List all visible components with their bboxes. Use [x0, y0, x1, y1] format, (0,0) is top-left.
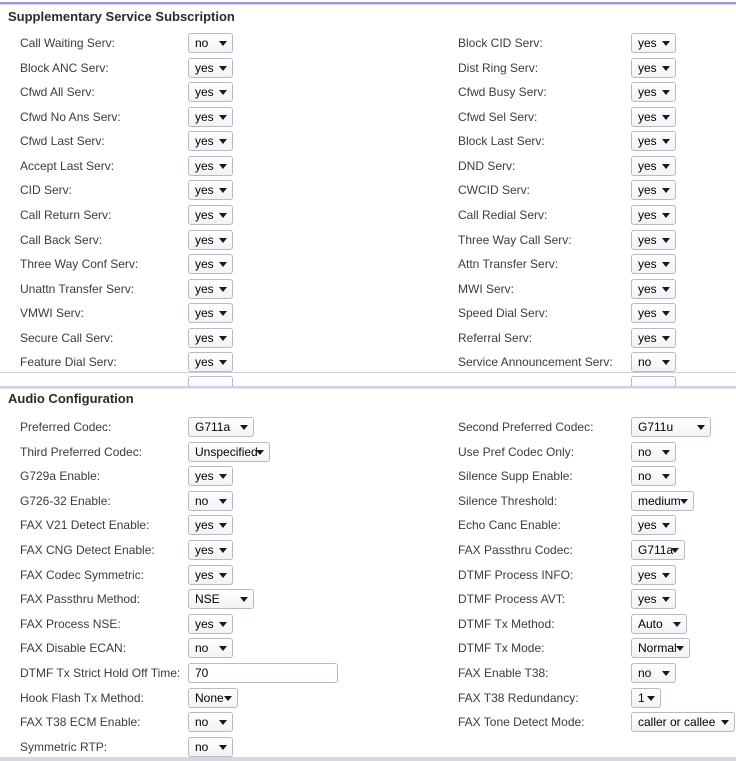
field-label: DTMF Process AVT: [458, 592, 566, 607]
field-row [0, 442, 736, 464]
dropdown-arrow-icon [219, 474, 227, 479]
dropdown-arrow-icon [662, 262, 670, 267]
field-row [0, 688, 736, 710]
unattn-transfer-serv-select[interactable] [188, 279, 233, 299]
select-value: yes [195, 543, 214, 557]
select-value: medium [638, 493, 681, 508]
select-value: no [195, 36, 209, 50]
field-label: Call Waiting Serv: [20, 36, 115, 50]
field-label: FAX Tone Detect Mode: [458, 715, 585, 730]
select-value: yes [638, 281, 657, 296]
dropdown-arrow-icon [219, 164, 227, 169]
g726-32-enable-select[interactable] [188, 491, 233, 511]
field-row [0, 107, 736, 129]
field-row [0, 663, 736, 685]
select-value: yes [195, 355, 214, 370]
select-value: yes [638, 257, 657, 272]
field-label: DTMF Tx Mode: [458, 641, 545, 656]
select-value: yes [638, 85, 657, 100]
field-label: Symmetric RTP: [20, 739, 108, 754]
select-value: no [195, 641, 209, 656]
fax-t38-redundancy-select[interactable] [631, 688, 661, 708]
dropdown-arrow-icon [219, 287, 227, 292]
field-row [0, 614, 736, 636]
field-row [0, 131, 736, 153]
cwcid-serv-select[interactable] [631, 180, 676, 200]
fax-enable-t38-select[interactable] [631, 663, 676, 683]
dropdown-arrow-icon [662, 523, 670, 528]
hook-flash-tx-method-select[interactable] [188, 688, 238, 708]
select-value: no [195, 739, 209, 754]
dropdown-arrow-icon [219, 745, 227, 750]
call-back-serv-select[interactable] [188, 230, 233, 250]
fax-disable-ecan-select[interactable] [188, 638, 233, 658]
field-label: Block ANC Serv: [20, 60, 109, 75]
field-row [0, 712, 736, 734]
dropdown-arrow-icon [219, 499, 227, 504]
field-row [0, 638, 736, 660]
select-value: yes [638, 36, 657, 50]
dropdown-arrow-icon [219, 523, 227, 528]
dropdown-arrow-icon [219, 573, 227, 578]
field-label: MWI Serv: [458, 281, 514, 296]
dtmf-tx-mode-select[interactable] [631, 638, 690, 658]
field-label: Unattn Transfer Serv: [20, 281, 135, 296]
field-label: Call Back Serv: [20, 232, 103, 247]
silence-supp-enable-select[interactable] [631, 466, 676, 486]
field-label: DTMF Tx Method: [458, 616, 555, 631]
cfwd-last-serv-select[interactable] [188, 131, 233, 151]
field-label: FAX T38 Redundancy: [458, 690, 579, 705]
dropdown-arrow-icon [662, 474, 670, 479]
select-value: G711a [638, 543, 674, 557]
truncated-select[interactable] [631, 376, 676, 386]
dropdown-arrow-icon [662, 573, 670, 578]
second-preferred-codec-select[interactable] [631, 417, 711, 437]
field-label: Feature Dial Serv: [20, 355, 117, 370]
select-value: yes [195, 567, 214, 582]
select-value: yes [638, 158, 657, 173]
field-row [0, 515, 736, 537]
g729a-enable-select[interactable] [188, 466, 233, 486]
fax-passthru-method-select[interactable] [188, 589, 254, 609]
select-value: yes [638, 567, 657, 582]
dropdown-arrow-icon [219, 115, 227, 120]
field-label: Speed Dial Serv: [458, 306, 549, 321]
dtmf-tx-strict-hold-off-time-input[interactable] [188, 663, 338, 683]
field-label: FAX V21 Detect Enable: [20, 518, 150, 533]
field-row [0, 205, 736, 227]
dropdown-arrow-icon [662, 238, 670, 243]
field-row [0, 230, 736, 252]
dropdown-arrow-icon [256, 450, 264, 455]
select-value: yes [195, 158, 214, 173]
dropdown-arrow-icon [219, 548, 227, 553]
truncated-select[interactable] [188, 376, 233, 386]
fax-v21-detect-enable-select[interactable] [188, 515, 233, 535]
field-label: Cfwd Sel Serv: [458, 109, 538, 124]
field-label: Three Way Conf Serv: [20, 257, 139, 272]
select-value: yes [195, 306, 214, 321]
block-last-serv-select[interactable] [631, 131, 676, 151]
field-label: DND Serv: [458, 158, 516, 173]
field-label: DTMF Process INFO: [458, 567, 574, 582]
cfwd-no-ans-serv-select[interactable] [188, 107, 233, 127]
vmwi-serv-select[interactable] [188, 303, 233, 323]
field-label: Dist Ring Serv: [458, 60, 539, 75]
dropdown-arrow-icon [680, 499, 688, 504]
dropdown-arrow-icon [662, 115, 670, 120]
dropdown-arrow-icon [219, 622, 227, 627]
dropdown-arrow-icon [662, 213, 670, 218]
field-label: Three Way Call Serv: [458, 232, 572, 247]
dropdown-arrow-icon [647, 696, 655, 701]
select-value: yes [638, 330, 657, 345]
field-label: Cfwd Busy Serv: [458, 85, 547, 100]
field-label: Block CID Serv: [458, 36, 543, 50]
field-label: Cfwd All Serv: [20, 85, 95, 100]
select-value: Auto [638, 616, 663, 631]
dropdown-arrow-icon [662, 164, 670, 169]
fax-process-nse-select[interactable] [188, 614, 233, 634]
dtmf-process-avt-select[interactable] [631, 589, 676, 609]
symmetric-rtp-select[interactable] [188, 737, 233, 757]
dropdown-arrow-icon [219, 41, 227, 46]
truncated-row [0, 376, 736, 386]
accept-last-serv-select[interactable] [188, 156, 233, 176]
select-value: yes [638, 183, 657, 198]
field-label: Accept Last Serv: [20, 158, 115, 173]
field-row [0, 180, 736, 202]
dropdown-arrow-icon [673, 622, 681, 627]
field-row [0, 82, 736, 104]
service-announcement-serv-select[interactable] [631, 352, 676, 372]
select-value: yes [638, 134, 657, 149]
three-way-call-serv-select[interactable] [631, 230, 676, 250]
dropdown-arrow-icon [662, 336, 670, 341]
call-waiting-serv-select[interactable] [188, 33, 233, 53]
cid-serv-select[interactable] [188, 180, 233, 200]
call-return-serv-select[interactable] [188, 205, 233, 225]
field-label: G729a Enable: [20, 469, 101, 484]
preferred-codec-select[interactable] [188, 417, 254, 437]
select-value: yes [195, 85, 214, 100]
select-value: Normal [638, 641, 677, 656]
select-value: yes [195, 207, 214, 222]
field-label: FAX CNG Detect Enable: [20, 543, 155, 557]
select-value: yes [195, 257, 214, 272]
dropdown-arrow-icon [219, 646, 227, 651]
dropdown-arrow-icon [219, 336, 227, 341]
dropdown-arrow-icon [662, 671, 670, 676]
speed-dial-serv-select[interactable] [631, 303, 676, 323]
select-value: yes [638, 232, 657, 247]
dtmf-tx-method-select[interactable] [631, 614, 687, 634]
dropdown-arrow-icon [662, 188, 670, 193]
echo-canc-enable-select[interactable] [631, 515, 676, 535]
dropdown-arrow-icon [662, 311, 670, 316]
select-value: yes [195, 616, 214, 631]
field-label: DTMF Tx Strict Hold Off Time: [20, 666, 181, 680]
field-row [0, 156, 736, 178]
field-label: Preferred Codec: [20, 420, 112, 434]
fax-passthru-codec-select[interactable] [631, 540, 685, 560]
three-way-conf-serv-select[interactable] [188, 254, 233, 274]
select-value: yes [638, 306, 657, 321]
field-label: CID Serv: [20, 183, 73, 198]
select-value: G711a [195, 420, 231, 434]
feature-dial-serv-select[interactable] [188, 352, 233, 372]
select-value: yes [195, 469, 214, 484]
select-value: yes [195, 281, 214, 296]
attn-transfer-serv-select[interactable] [631, 254, 676, 274]
dropdown-arrow-icon [671, 548, 679, 553]
field-label: Silence Threshold: [458, 493, 558, 508]
dropdown-arrow-icon [662, 139, 670, 144]
dropdown-arrow-icon [219, 262, 227, 267]
dropdown-arrow-icon [240, 425, 248, 430]
dropdown-arrow-icon [662, 66, 670, 71]
cfwd-sel-serv-select[interactable] [631, 107, 676, 127]
dropdown-arrow-icon [721, 720, 729, 725]
field-row [0, 589, 736, 611]
field-label: Service Announcement Serv: [458, 355, 613, 370]
top-divider-highlight [0, 4, 736, 5]
cfwd-all-serv-select[interactable] [188, 82, 233, 102]
secure-call-serv-select[interactable] [188, 328, 233, 348]
field-label: Echo Canc Enable: [458, 518, 561, 533]
dropdown-arrow-icon [662, 287, 670, 292]
select-value: yes [195, 109, 214, 124]
select-value: None [195, 690, 224, 705]
dnd-serv-select[interactable] [631, 156, 676, 176]
call-redial-serv-select[interactable] [631, 205, 676, 225]
field-label: FAX Passthru Codec: [458, 543, 573, 557]
field-row [0, 303, 736, 325]
field-label: Hook Flash Tx Method: [20, 690, 144, 705]
field-label: Block Last Serv: [458, 134, 545, 149]
field-label: FAX Codec Symmetric: [20, 567, 145, 582]
select-value: yes [195, 232, 214, 247]
select-value: yes [195, 60, 214, 75]
select-value: no [195, 715, 209, 730]
field-label: Secure Call Serv: [20, 330, 114, 345]
select-value: no [195, 493, 209, 508]
select-value: yes [195, 518, 214, 533]
dropdown-arrow-icon [219, 188, 227, 193]
select-value: yes [195, 134, 214, 149]
field-label: Cfwd Last Serv: [20, 134, 105, 149]
select-value: yes [195, 183, 214, 198]
field-label: Cfwd No Ans Serv: [20, 109, 121, 124]
dropdown-arrow-icon [676, 646, 684, 651]
field-label: G726-32 Enable: [20, 493, 111, 508]
section-title-audio-configuration: Audio Configuration [8, 391, 134, 406]
mwi-serv-select[interactable] [631, 279, 676, 299]
field-row [0, 279, 736, 301]
dropdown-arrow-icon [662, 597, 670, 602]
field-label: FAX T38 ECM Enable: [20, 715, 141, 730]
field-row [0, 58, 736, 80]
dropdown-arrow-icon [662, 90, 670, 95]
block-anc-serv-select[interactable] [188, 58, 233, 78]
dropdown-arrow-icon [219, 360, 227, 365]
use-pref-codec-only-select[interactable] [631, 442, 676, 462]
field-label: Referral Serv: [458, 330, 533, 345]
fax-tone-detect-mode-select[interactable] [631, 712, 735, 732]
field-label: CWCID Serv: [458, 183, 530, 198]
dropdown-arrow-icon [662, 360, 670, 365]
field-row [0, 466, 736, 488]
select-value: Unspecified [195, 444, 258, 459]
select-value: yes [638, 518, 657, 533]
field-label: Silence Supp Enable: [458, 469, 573, 484]
field-row [0, 491, 736, 513]
field-row [0, 737, 736, 759]
dropdown-arrow-icon [662, 41, 670, 46]
dropdown-arrow-icon [697, 425, 705, 430]
third-preferred-codec-select[interactable] [188, 442, 270, 462]
referral-serv-select[interactable] [631, 328, 676, 348]
cfwd-busy-serv-select[interactable] [631, 82, 676, 102]
select-value: yes [638, 207, 657, 222]
dropdown-arrow-icon [219, 90, 227, 95]
silence-threshold-select[interactable] [631, 491, 694, 511]
dropdown-arrow-icon [219, 213, 227, 218]
select-value: NSE [195, 592, 220, 607]
field-label: Call Redial Serv: [458, 207, 548, 222]
section-title-supplementary-service-subscription: Supplementary Service Subscription [8, 9, 235, 24]
section-divider-line [0, 372, 736, 373]
field-label: Use Pref Codec Only: [458, 444, 575, 459]
field-row [0, 254, 736, 276]
dropdown-arrow-icon [219, 720, 227, 725]
field-label: Second Preferred Codec: [458, 420, 594, 434]
field-label: FAX Enable T38: [458, 666, 549, 680]
select-value: yes [638, 109, 657, 124]
field-label: Attn Transfer Serv: [458, 257, 559, 272]
dropdown-arrow-icon [219, 139, 227, 144]
dropdown-arrow-icon [219, 66, 227, 71]
field-row [0, 540, 736, 562]
field-row [0, 328, 736, 350]
fax-codec-symmetric-select[interactable] [188, 565, 233, 585]
dropdown-arrow-icon [240, 597, 248, 602]
field-label: VMWI Serv: [20, 306, 85, 321]
select-value: no [638, 469, 652, 484]
dtmf-process-info-select[interactable] [631, 565, 676, 585]
select-value: no [638, 666, 652, 680]
dropdown-arrow-icon [219, 238, 227, 243]
select-value: 1 [638, 690, 645, 705]
select-value: caller or callee [638, 715, 716, 730]
select-value: yes [195, 330, 214, 345]
field-label: Third Preferred Codec: [20, 444, 143, 459]
block-cid-serv-select[interactable] [631, 33, 676, 53]
select-value: no [638, 444, 652, 459]
select-value: yes [638, 60, 657, 75]
dropdown-arrow-icon [224, 696, 232, 701]
field-label: FAX Process NSE: [20, 616, 121, 631]
select-value: no [638, 355, 652, 370]
field-row [0, 565, 736, 587]
select-value: yes [638, 592, 657, 607]
field-row [0, 33, 736, 55]
select-value: G711u [638, 420, 674, 434]
field-label: Call Return Serv: [20, 207, 112, 222]
dropdown-arrow-icon [219, 311, 227, 316]
field-row [0, 417, 736, 439]
section-divider [0, 386, 736, 389]
fax-t38-ecm-enable-select[interactable] [188, 712, 233, 732]
field-label: FAX Disable ECAN: [20, 641, 127, 656]
dropdown-arrow-icon [662, 450, 670, 455]
bottom-divider [0, 757, 736, 761]
field-label: FAX Passthru Method: [20, 592, 141, 607]
fax-cng-detect-enable-select[interactable] [188, 540, 233, 560]
dist-ring-serv-select[interactable] [631, 58, 676, 78]
